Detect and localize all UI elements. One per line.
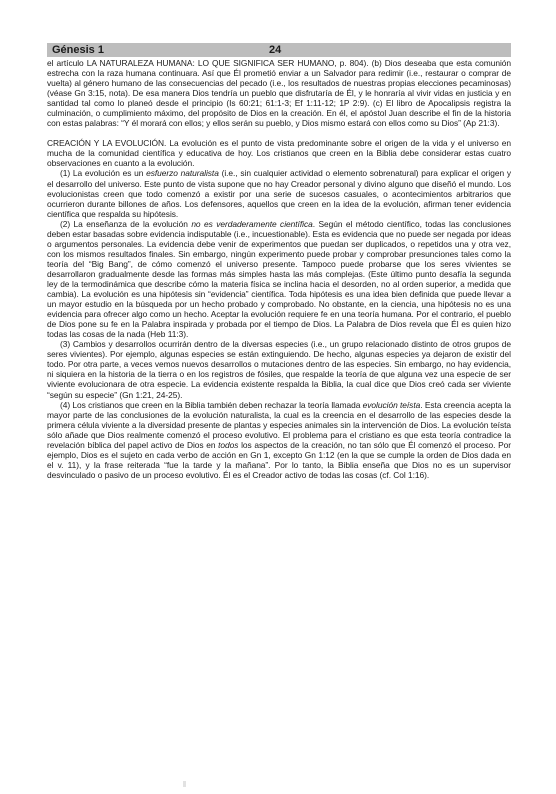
paragraph-text: . Según el método científico, todas las conclusiones deben estar basadas sobre evidencia indisputable (i.e., incuestionable). Esta es evidencia que no puede ser negada por ideas o argumentos personales. La evidencia debe venir de experimentos que puedan ser duplicados, o repetidos una y otra vez, con los mismos resultados finales. Sin embargo, ningún experimento puede probar y comprobar presunciones tales como la teoría del “Big Bang”, de cómo comenzó el universo presente. Tampoco puede probarse que los seres vivientes se desarrollaron gradualmente desde las formas más simples hasta las más complejas. (Este último punto desafía la segunda ley de la termodinámica que describe cómo la materia física se inclina hacia el desorden, no al orden superior, a medida que cambia). La evolución es una hipótesis sin “evidencia” científica. Toda hipótesis es una idea bien definida que puede llevar a un mayor estudio en la búsqueda por un hecho probado y comprobado. No obstante, en la ciencia, una hipótesis no es una evidencia para ofrecer algo como un hecho. Aceptar la evolución requiere fe en una teoría humana. Por el contrario, el pueblo de Dios pone su fe en la Palabra inspirada y probada por el tiempo de Dios. La Palabra de Dios revela que Él es quien hizo todas las cosas de la nada (Heb 11:3).	[47, 218, 511, 340]
paragraph-text: los aspectos de la creación, no tan sólo que Él comenzó el proceso. Por ejemplo, Dios es el sujeto en cada verbo de acción en Gn 1, excepto Gn 1:12 (en la que se cumple la orden de Dios dada en el v. 11), y la frase reiterada “fue la tarde y la mañana”. Por lo tanto, la Biblia enseña que Dios no es un supervisor desvinculado o pasivo de un proceso evolutivo. Él es el Creador activo de todas las cosas (cf. Col 1:16).	[47, 439, 511, 480]
paragraph-text: (3) Cambios y desarrollos ocurrirán dentro de la diversas especies (i.e., un grupo relacionado distinto de otros grupos de seres vivientes). Por ejemplo, algunas especies se están extinguiendo. De hecho, algunas especies ya dejaron de existir del todo. Por otra parte, a veces vemos nuevos desarrollos o mutaciones dentro de las especies. Sin embargo, no hay evidencia, ni siquiera en la historia de la tierra o en los registros de fósiles, que respalde la teoría de que alguna vez una especie de ser viviente evolucionara de otra especie. La evidencia existente respalda la Biblia, la cual dice que Dios creó cada ser viviente “según su especie” (Gn 1:21, 24-25).	[47, 339, 511, 400]
paragraph-continuation	[47, 58, 511, 128]
article-body	[47, 58, 511, 480]
paragraph-point-4	[47, 400, 511, 480]
paragraph-text: CREACIÓN Y LA EVOLUCIÓN. La evolución es el punto de vista predominante sobre el origen de la vida y el universo en mucha de la comunidad científica y educativa de hoy. Los cristianos que creen en la Biblia debe considerar estas cuatro observaciones en cuanto a la evolución.	[47, 138, 511, 169]
running-header	[47, 43, 511, 57]
paragraph-point-3	[47, 339, 511, 399]
paragraph-text: (4) Los cristianos que creen en la Biblia también deben rechazar la teoría llamada	[60, 399, 363, 410]
paragraph-text: (1) La evolución es un	[60, 168, 147, 179]
emphasis-text: todos	[218, 439, 239, 450]
emphasis-text: evolución teísta	[362, 399, 421, 410]
paragraph-text: el artículo LA NATURALEZA HUMANA: LO QUE SIGNIFICA SER HUMANO, p. 804). (b) Dios deseaba que esta comunión estrecha con la raza humana continuara. Así que Él prometió enviar a un Salvador para redimir (i.e., restaurar o comprar de vuelta) al género humano de las consecuencias del pecado (i.e., los resultados de nuestras propias elecciones pecaminosas) (véase Gn 3:15, nota). De esa manera Dios tendría un pueblo que disfrutaría de Él, y le honraría al vivir vidas en justicia y en santidad tal como lo planeó desde el principio (Is 60:21; 61:1-3; Ef 1:11-12; 1P 2:9). (c) El libro de Apocalipsis registra la culminación, o cumplimiento máximo, del propósito de Dios en la creación. En él, el apóstol Juan describe el fin de la historia con estas palabras: “Y él morará con ellos; y ellos serán su pueblo, y Dios mismo estará con ellos como su Dios” (Ap 21:3).	[47, 58, 511, 129]
page-number: 24	[269, 44, 282, 56]
paragraph-text: (2) La enseñanza de la evolución	[60, 218, 192, 229]
scan-mark	[183, 781, 186, 787]
paragraph-point-1	[47, 168, 511, 218]
paragraph-point-2	[47, 219, 511, 340]
paragraph-text: (i.e., sin cualquier actividad o elemento sobrenatural) para explicar el origen y el desarrollo del universo. Este punto de vista supone que no hay Creador personal y divino alguno que diseñó el mundo. Los evolucionistas creen que todo comenzó a existir por una serie de sucesos casuales, o acontecimientos arbitrarios que ocurrieron durante billones de años. Los defensores, aquellos que creen en la idea de la evolución, afirman tener evidencia científica que respalda su hipótesis.	[47, 168, 511, 219]
emphasis-text: no es verdaderamente científica	[191, 218, 313, 229]
paragraph-text: . Esta creencia acepta la mayor parte de las conclusiones de la evolución naturalista, la cual es la creencia en el desarrollo de las especies desde la primera célula viviente a la diversidad presente de plantas y especies animales sin la intervención de Dios. La evolución teísta sólo añade que Dios realmente comenzó el proceso evolutivo. El problema para el cristiano es que esta teoría contradice la revelación bíblica del papel activo de Dios en	[47, 399, 511, 450]
paragraph-section-intro	[47, 138, 511, 168]
book-title: Génesis 1	[52, 44, 104, 56]
emphasis-text: esfuerzo naturalista	[146, 168, 219, 179]
